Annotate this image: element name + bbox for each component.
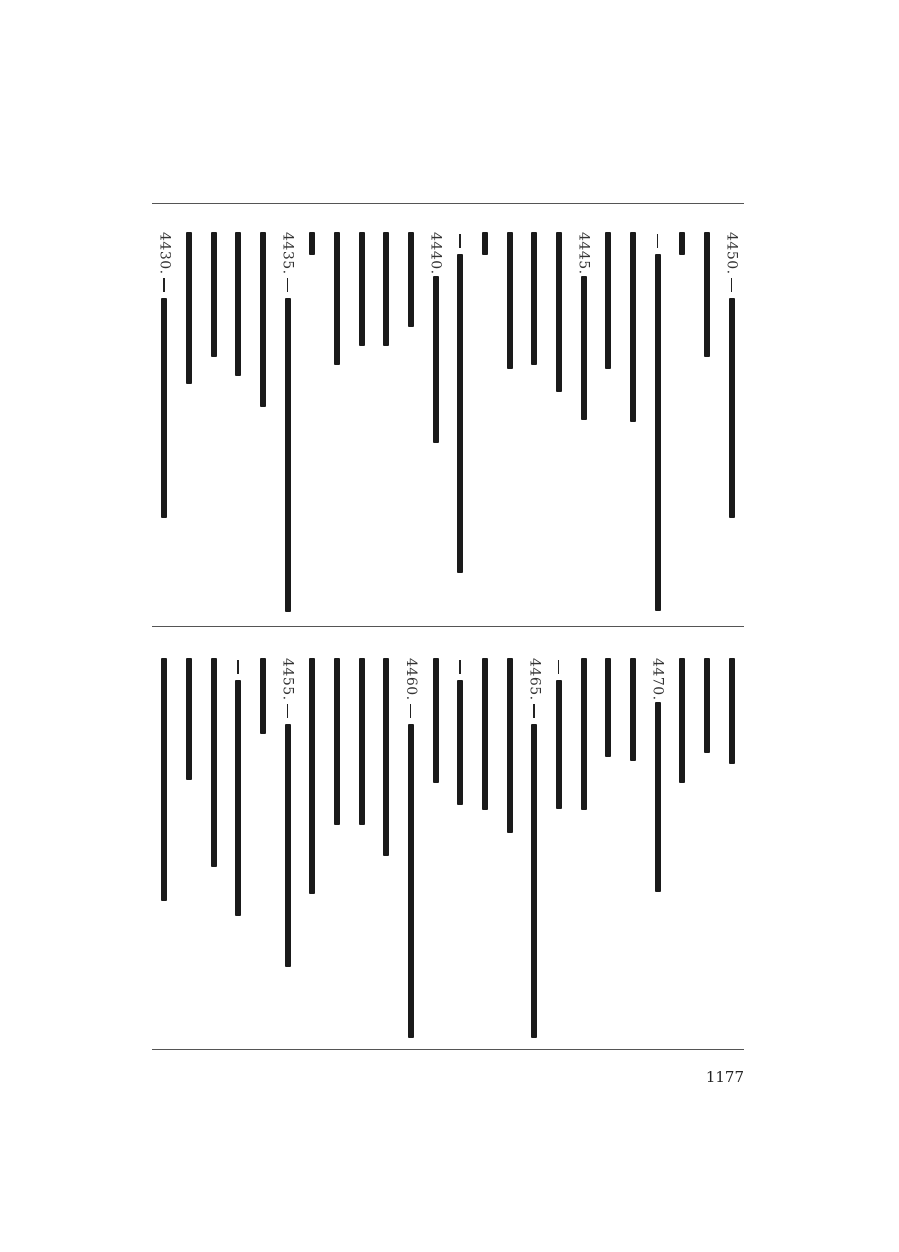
text-column	[451, 658, 469, 1038]
dialogue-dash	[237, 660, 238, 674]
script-line	[531, 724, 537, 1038]
script-line	[482, 232, 488, 255]
script-line	[383, 658, 389, 856]
script-line	[161, 658, 167, 901]
script-line	[383, 232, 389, 346]
dialogue-dash	[459, 660, 460, 674]
script-line	[161, 298, 167, 518]
text-column	[451, 232, 469, 612]
text-column	[599, 232, 617, 612]
verse-number: 4460.	[403, 658, 419, 701]
text-column	[673, 658, 691, 1038]
upper-text-block	[152, 232, 744, 612]
text-column	[205, 232, 223, 612]
text-column	[303, 232, 321, 612]
text-column	[377, 658, 395, 1038]
verse-number: 4455.	[279, 658, 296, 701]
script-line	[729, 298, 735, 518]
script-line	[285, 298, 291, 612]
text-column	[550, 658, 568, 1038]
middle-rule	[152, 626, 744, 627]
text-column	[476, 658, 494, 1038]
text-column	[353, 658, 371, 1038]
text-column	[229, 232, 247, 612]
text-column	[649, 658, 667, 1038]
text-column	[328, 658, 346, 1038]
text-column	[698, 232, 716, 612]
script-line	[260, 232, 266, 407]
script-line	[581, 658, 587, 810]
text-column	[698, 658, 716, 1038]
script-line	[679, 658, 685, 783]
script-line	[655, 254, 661, 611]
script-line	[408, 724, 414, 1038]
script-line	[408, 232, 414, 327]
text-column	[353, 232, 371, 612]
script-line	[507, 232, 513, 369]
script-line	[507, 658, 513, 833]
text-column	[427, 658, 445, 1038]
verse-number: 4470.	[649, 658, 666, 701]
script-line	[433, 658, 439, 783]
top-rule	[152, 203, 744, 204]
text-column	[205, 658, 223, 1038]
text-column	[155, 232, 173, 612]
script-line	[704, 658, 710, 753]
script-line	[309, 658, 315, 894]
text-column	[180, 658, 198, 1038]
text-column	[180, 232, 198, 612]
dialogue-dash	[558, 660, 559, 674]
page-number: 1177	[705, 1068, 744, 1086]
text-column	[254, 232, 272, 612]
script-line	[334, 232, 340, 365]
text-column	[575, 232, 593, 612]
text-column	[525, 232, 543, 612]
verse-number: 4445.	[575, 232, 592, 275]
script-line	[211, 232, 217, 357]
script-line	[359, 658, 365, 825]
dialogue-dash	[533, 704, 534, 718]
verse-number: 4465.	[526, 658, 543, 701]
script-line	[211, 658, 217, 867]
dialogue-dash	[731, 278, 732, 292]
lower-text-block	[152, 658, 744, 1038]
dialogue-dash	[287, 704, 288, 718]
script-line	[581, 276, 587, 420]
script-line	[235, 680, 241, 916]
bottom-rule	[152, 1049, 744, 1050]
text-column	[155, 658, 173, 1038]
script-line	[309, 232, 315, 255]
verse-number: 4450.	[723, 232, 740, 275]
text-column	[624, 658, 642, 1038]
text-column	[402, 658, 420, 1038]
script-line	[457, 680, 463, 805]
text-column	[501, 232, 519, 612]
text-column	[279, 658, 297, 1038]
script-line	[260, 658, 266, 734]
script-line	[235, 232, 241, 376]
script-line	[531, 232, 537, 365]
text-column	[550, 232, 568, 612]
dialogue-dash	[657, 234, 658, 248]
text-column	[575, 658, 593, 1038]
text-column	[328, 232, 346, 612]
text-column	[501, 658, 519, 1038]
text-column	[303, 658, 321, 1038]
script-line	[630, 232, 636, 422]
script-line	[704, 232, 710, 357]
script-line	[285, 724, 291, 967]
script-line	[679, 232, 685, 255]
text-column	[525, 658, 543, 1038]
script-line	[630, 658, 636, 761]
script-line	[605, 232, 611, 369]
script-line	[482, 658, 488, 810]
text-column	[229, 658, 247, 1038]
text-column	[279, 232, 297, 612]
verse-number: 4435.	[279, 232, 296, 275]
text-column	[723, 232, 741, 612]
script-line	[457, 254, 463, 573]
script-line	[556, 232, 562, 392]
script-line	[729, 658, 735, 764]
script-line	[556, 680, 562, 809]
text-column	[673, 232, 691, 612]
script-line	[186, 232, 192, 384]
verse-number: 4430.	[156, 232, 173, 275]
dialogue-dash	[163, 278, 164, 292]
text-column	[427, 232, 445, 612]
text-column	[402, 232, 420, 612]
text-column	[254, 658, 272, 1038]
script-line	[186, 658, 192, 780]
script-line	[605, 658, 611, 757]
text-column	[649, 232, 667, 612]
dialogue-dash	[287, 278, 288, 292]
text-column	[476, 232, 494, 612]
text-column	[599, 658, 617, 1038]
text-column	[377, 232, 395, 612]
script-line	[433, 276, 439, 443]
script-line	[359, 232, 365, 346]
dialogue-dash	[459, 234, 460, 248]
text-column	[723, 658, 741, 1038]
verse-number: 4440.	[427, 232, 444, 275]
text-column	[624, 232, 642, 612]
script-line	[334, 658, 340, 825]
dialogue-dash	[410, 704, 411, 718]
script-line	[655, 702, 661, 892]
